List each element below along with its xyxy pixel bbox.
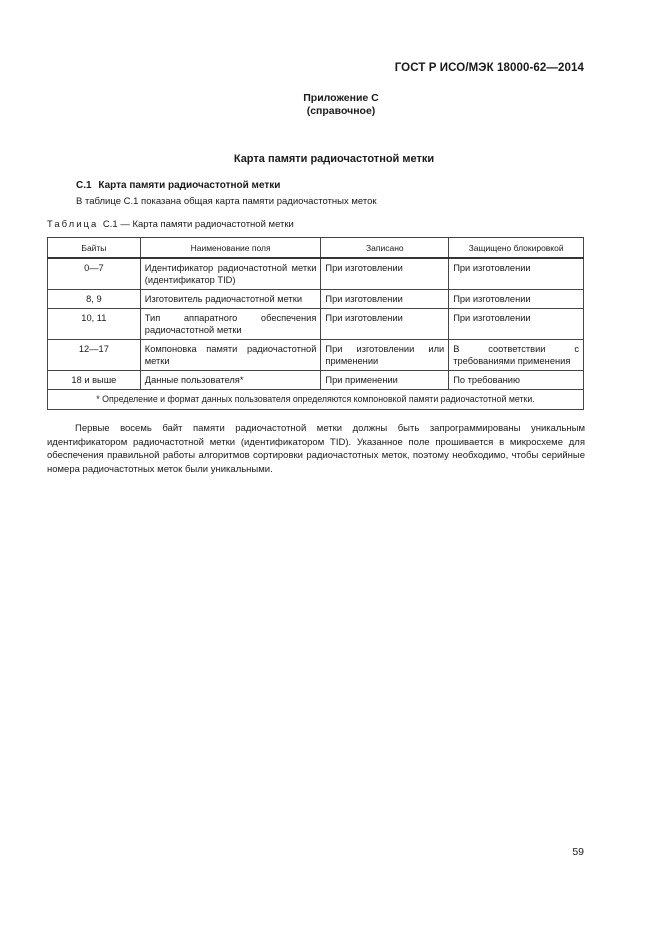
table-row (48, 371, 584, 390)
cell-written: При изготовлении или применении (321, 340, 449, 371)
table-header-row (48, 238, 584, 259)
table-row (48, 258, 584, 290)
cell-field-name: Тип аппаратного обеспечения радиочастотной метки (140, 309, 321, 340)
cell-written: При изготовлении (321, 258, 449, 290)
cell-locked: При изготовлении (449, 258, 584, 290)
cell-field-name: Компоновка памяти радиочастотной метки (140, 340, 321, 371)
section-number: С.1 (76, 180, 92, 191)
cell-locked: При изготовлении (449, 290, 584, 309)
cell-bytes: 18 и выше (48, 371, 141, 390)
column-header-written: Записано (321, 238, 449, 259)
cell-bytes: 0—7 (48, 258, 141, 290)
section-text: В таблице С.1 показана общая карта памяти радиочастотных меток (76, 196, 377, 207)
table-row (48, 290, 584, 309)
table-caption-text: С.1 — Карта памяти радиочастотной метки (102, 219, 294, 230)
table-caption (47, 219, 294, 230)
column-header-locked: Защищено блокировкой (449, 238, 584, 259)
cell-written: При изготовлении (321, 290, 449, 309)
section-heading (76, 180, 280, 191)
table-footnote: * Определение и формат данных пользователя определяются компоновкой памяти радиочастотной метки. (48, 390, 584, 410)
cell-bytes: 10, 11 (48, 309, 141, 340)
cell-field-name: Изготовитель радиочастотной метки (140, 290, 321, 309)
page-title: Карта памяти радиочастотной метки (233, 153, 435, 165)
column-header-field-name: Наименование поля (140, 238, 321, 259)
column-header-bytes: Байты (48, 238, 141, 259)
cell-bytes: 8, 9 (48, 290, 141, 309)
table-footnote-row (48, 390, 584, 410)
body-paragraph-text: Первые восемь байт памяти радиочастотной метки должны быть запрограммированы уникальным идентификатором радиочастотной метки (идентификатором TID). Указанное поле прошивается в микросхеме для обеспечения правильной работы алгоритмов сортировки радиочастотных меток, поэтому необходимо, чтобы серийные номера радиочастотных меток были уникальными. (47, 423, 585, 475)
cell-locked: По требованию (449, 371, 584, 390)
cell-written: При применении (321, 371, 449, 390)
page-number: 59 (572, 846, 584, 858)
table-row (48, 309, 584, 340)
cell-locked: В соответствии с требованиями применения (449, 340, 584, 371)
cell-locked: При изготовлении (449, 309, 584, 340)
cell-bytes: 12—17 (48, 340, 141, 371)
appendix-subtitle: (справочное) (306, 105, 376, 117)
appendix-heading (0, 92, 662, 118)
table-row (48, 340, 584, 371)
appendix-title: Приложение С (303, 92, 379, 104)
memory-map-table (47, 237, 584, 410)
body-paragraph (47, 422, 585, 476)
cell-field-name: Идентификатор радиочастотной метки (идентификатор TID) (140, 258, 321, 290)
cell-field-name: Данные пользователя* (140, 371, 321, 390)
cell-written: При изготовлении (321, 309, 449, 340)
standard-designation: ГОСТ Р ИСО/МЭК 18000-62—2014 (394, 62, 584, 74)
section-heading-text: Карта памяти радиочастотной метки (98, 180, 281, 191)
table-caption-label: Таблица (47, 219, 99, 230)
